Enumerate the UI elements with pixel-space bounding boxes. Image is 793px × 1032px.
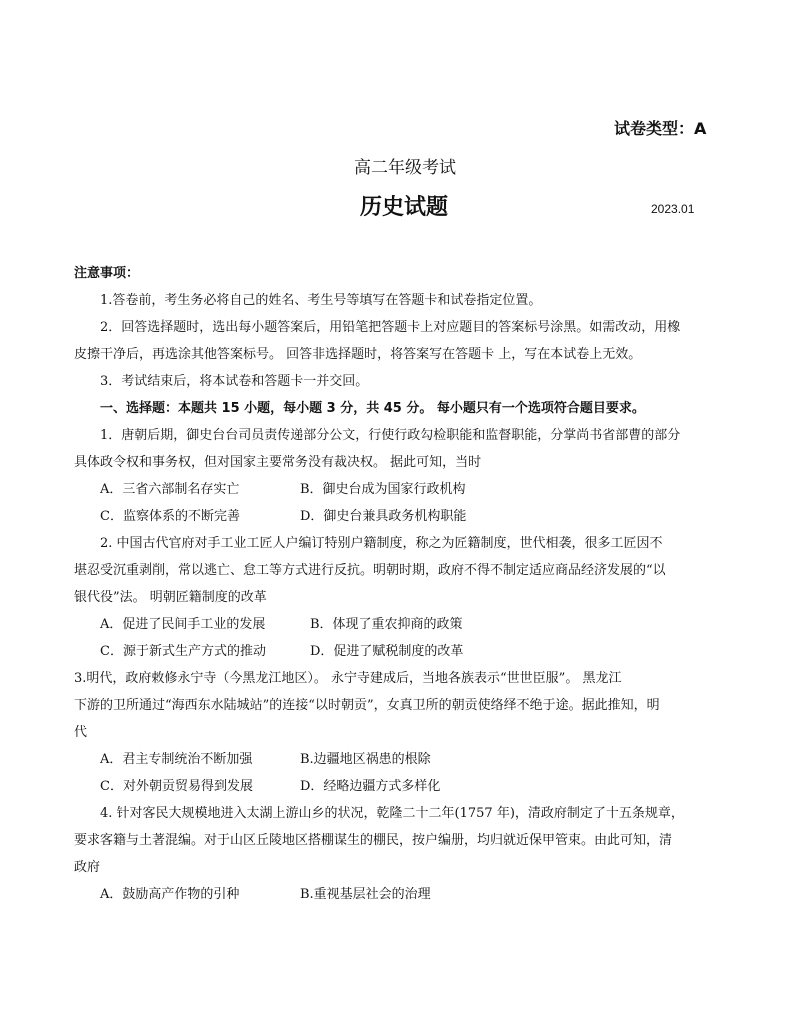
notice-item: 2．回答选择题时，选出每小题答案后，用铅笔把答题卡上对应题目的答案标号涂黑。如需改动，用橡 <box>100 320 681 335</box>
option-a: A．鼓励高产作物的引种 <box>100 887 240 902</box>
notice-item: 3．考试结束后，将本试卷和答题卡一并交回。 <box>100 374 369 389</box>
question-4 <box>74 800 724 908</box>
option-b: B．御史台成为国家行政机构 <box>300 482 466 497</box>
subject-title: 历史试题 <box>360 194 449 220</box>
notice-item: 1.答卷前，考生务必将自己的姓名、考生号等填写在答题卡和试卷指定位置。 <box>100 293 542 308</box>
question-stem-line: 下游的卫所通过“海西东水陆城站”的连接“以时朝贡”，女真卫所的朝贡使络绎不绝于途。据此推知，明 <box>74 698 660 713</box>
question-stem-line: 代 <box>74 725 88 740</box>
option-d: D．促进了赋税制度的改革 <box>310 644 464 659</box>
option-row <box>74 746 724 773</box>
exam-content <box>74 260 724 908</box>
option-c: C．对外朝贡贸易得到发展 <box>100 779 253 794</box>
notice-item: 皮擦干净后，再选涂其他答案标号。 回答非选择题时，将答案写在答题卡 上，写在本试卷上无效。 <box>74 347 642 362</box>
question-stem-line: 政府 <box>74 860 101 875</box>
section-heading: 一、选择题：本题共 15 小题，每小题 3 分，共 45 分。 每小题只有一个选项符合题目要求。 <box>100 401 645 416</box>
option-a: A．三省六部制名存实亡 <box>100 482 240 497</box>
question-stem-line: 具体政令权和事务权，但对国家主要常务没有裁决权。 据此可知，当时 <box>74 455 482 470</box>
option-row <box>74 611 724 638</box>
option-a: A．促进了民间手工业的发展 <box>100 617 266 632</box>
option-row <box>74 881 724 908</box>
question-stem-line: 4. 针对客民大规模地进入太湖上游山乡的状况，乾隆二十二年(1757 年)，清政府制定了十五条规章， <box>100 806 684 821</box>
question-stem-line: 1．唐朝后期，御史台台司员责传递部分公文，行使行政勾检职能和监督职能，分掌尚书省部曹的部分 <box>100 428 681 443</box>
option-b: B．体现了重农抑商的政策 <box>310 617 463 632</box>
option-row <box>74 773 724 800</box>
question-stem-line: 2. 中国古代官府对手工业工匠人户编订特别户籍制度，称之为匠籍制度，世代相袭，很多工匠因不 <box>100 536 663 551</box>
question-1 <box>74 422 724 530</box>
option-b: B.重视基层社会的治理 <box>300 887 431 902</box>
question-3 <box>74 665 724 800</box>
question-2 <box>74 530 724 665</box>
option-row <box>74 476 724 503</box>
question-stem-line: 银代役”法。 明朝匠籍制度的改革 <box>74 590 267 605</box>
option-d: D．御史台兼具政务机构职能 <box>300 509 467 524</box>
option-b: B.边疆地区祸患的根除 <box>300 752 431 767</box>
question-stem-line: 3.明代，政府敕修永宁寺（今黑龙江地区）。 永宁寺建成后，当地各族表示“世世臣服”。 黑龙江 <box>74 671 622 686</box>
question-stem-line: 堪忍受沉重剥削，常以逃亡、怠工等方式进行反抗。明朝时期，政府不得不制定适应商品经济发展的“以 <box>74 563 666 578</box>
option-d: D．经略边疆方式多样化 <box>300 779 441 794</box>
exam-date: 2023.01 <box>651 202 695 216</box>
option-row <box>74 503 724 530</box>
exam-type-label: 试卷类型：A <box>614 119 707 138</box>
option-a: A．君主专制统治不断加强 <box>100 752 253 767</box>
option-row <box>74 638 724 665</box>
notice-heading: 注意事项： <box>74 266 140 281</box>
option-c: C．监察体系的不断完善 <box>100 509 240 524</box>
question-stem-line: 要求客籍与土著混编。对于山区丘陵地区搭棚谋生的棚民，按户编册，均归就近保甲管束。由此可知，清 <box>74 833 673 848</box>
option-c: C．源于新式生产方式的推动 <box>100 644 266 659</box>
grade-exam-title: 高二年级考试 <box>354 158 456 178</box>
